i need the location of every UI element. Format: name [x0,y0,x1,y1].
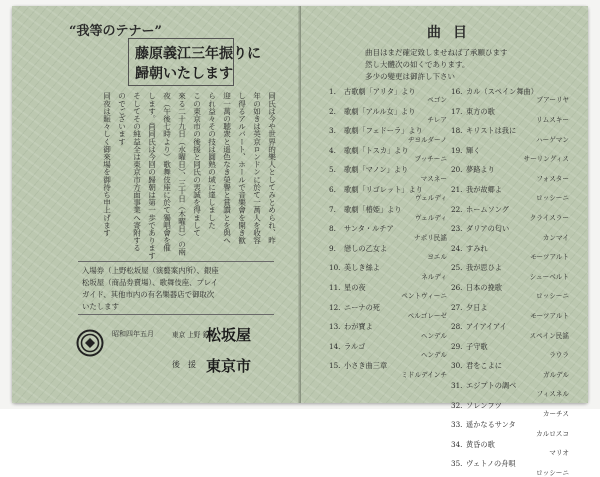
program-item-title: ヴェトノの舟唄 [466,459,516,469]
program-item-number: 19. [451,145,463,155]
right-page [301,6,588,477]
program-item-number: 14. [329,341,341,351]
program-item-title: 遥かなるサンタ [466,420,516,430]
program-item-number: 28. [451,322,463,332]
program-item-number: 21. [451,185,463,194]
program-item-number: 7. [329,204,336,214]
left-page [12,6,300,403]
program-item-title: 戀しの乙女よ [344,243,388,253]
program-item-composer: ロッシーニ [536,194,569,203]
program-item-title: 日本の挽歌 [466,283,502,292]
sponsor-org: 東京市 [206,357,252,375]
program-item-number: 34. [451,439,463,449]
body-column: 同夜は賑々しく御來場を御待ち申上げます [102,92,112,237]
program-item-composer: マリオ [549,449,569,458]
body-column: そしてその純益全は東京市方面事業へ寄附する [132,92,142,252]
program-item-title: 歌劇「椿姫」より [344,204,402,214]
program-item-composer: ヘンデル [420,351,447,360]
program-item-number: 16. [451,87,463,96]
program-item-composer: ヴェルディ [414,213,447,222]
program-item-title: 我が思ひよ [466,263,502,273]
program-item-composer: ラウラ [549,351,569,360]
program-item-composer: チレア [427,115,447,124]
program-item-composer: ペルゴレーゼ [407,311,447,320]
program-item-title: ダリアの匂い [466,224,510,234]
program-item-composer: ヘンデル [420,331,447,340]
title-line: 藤原義江三年振りに [135,46,261,62]
program-item-title: すみれ [466,243,488,253]
title-box [128,38,261,86]
program-item-title: 歌劇「アルル女」より [344,106,416,116]
program-item-title: 歌劇「リゴレット」より [344,185,423,194]
program-item-composer: フォスター [536,174,569,183]
program-item-composer: ペントヴィーニ [401,292,447,301]
program-item-composer: ヨエル [427,253,447,262]
program-item-number: 22. [451,204,463,214]
body-column: 來る二十九日（水曜日）、三十日（木曜日）の兩 [177,92,187,256]
program-item-number: 1. [329,87,336,96]
program-item-number: 4. [329,145,336,155]
program-item-number: 13. [329,322,341,332]
program-item-composer: プッチーニ [414,155,447,164]
ticket-info-line: いたします [82,302,119,311]
program-item-title: エジプトの調べ [466,381,517,390]
program-item-number: 29. [451,341,463,351]
program-item-title: 星の夜 [344,283,366,292]
program-item-title: 子守歌 [466,341,488,351]
program-item-number: 6. [329,185,336,194]
program-item-number: 35. [451,459,463,469]
ticket-info-line: 入場券（上野松坂屋（演藝案内所）、銀座 [82,266,219,275]
program-item-number: 5. [329,165,336,175]
ticket-info-box [78,261,274,315]
program-item-composer: カルロスコ [536,429,569,438]
headline: “我等のテナー” [69,24,162,39]
program-item-composer: スペイン民謠 [529,331,569,340]
program-item-composer: サーリングィス [523,155,569,164]
program-item-composer: リムスキー [536,115,569,124]
program-item-composer: ロッシーニ [536,292,569,301]
program-item-title: 我が故郷よ [466,185,502,194]
program-item-composer: カンマイ [542,233,569,242]
body-column: この東京市の後援と同氏の衷誠を得まして [192,92,202,237]
body-column: のでございます [117,92,127,146]
program-item-number: 33. [451,420,463,430]
program-item-title: 東方の歌 [466,106,495,116]
program-item-title: 美しき絲よ [344,263,380,273]
program-item-number: 25. [451,263,463,273]
body-column: し得るアルバート、ホールで音樂會を開き歓 [237,92,247,244]
program-item-composer: マスネー [420,174,447,183]
program-item-number: 27. [451,302,463,312]
program-item-title: 君をこよに [466,361,502,371]
program-item-number: 15. [329,361,341,371]
program-item-title: わが寶よ [344,322,373,332]
program-item-title: キリストは我に [466,126,517,136]
program-item-title: 歌劇「フェドーラ」より [344,126,423,136]
body-column: 年の如きは英京ロンドンに於て一萬人を收容 [252,92,262,244]
program-item-title: 夕日よ [466,302,488,312]
program-item-title: サンタ・ルチア [344,224,394,234]
program-item-title: カル（スペイン舞曲） [466,87,538,96]
body-column: られ益々その技は圓熟の域に達しました [207,92,217,229]
program-item-composer: ネルディ [421,272,447,281]
program-item-composer: ヴェルディ [414,194,447,203]
program-item-title: アイアイアイ [466,322,507,332]
program-item-number: 30. [451,361,463,371]
program-item-title: 歌劇「マノン」より [344,165,409,175]
program-item-title: ソレンフツ [466,400,502,410]
program-item-number: 9. [329,243,336,253]
body-column: 夜（午後七時より）歌舞伎座に於て獨唱會を催 [162,92,172,252]
ticket-info-line: ガイド、其他市内の有名樂器店で御取次 [82,290,215,299]
store-crest-icon [76,329,104,357]
program-item-number: 32. [451,400,463,410]
program-item-number: 23. [451,224,463,234]
body-column: 迎一萬の聴衆と遥色なき榮譽と賞讃とを與へ [222,92,232,244]
program-intro-line: 曲目はまだ確定致しませねば了承願ひます [365,48,508,57]
program-item-title: 古歌劇「アリタ」より [344,87,416,96]
store-name: 松坂屋 [206,326,252,344]
program-item-composer: フィスネル [536,390,569,399]
program-item-composer: ハーゲマン [536,135,569,144]
program-item-number: 17. [451,106,463,116]
issue-date: 昭和四年五月 [112,330,154,338]
program-item-composer: ミドルデインチ [401,370,447,379]
program-item-number: 8. [329,224,336,234]
program-item-composer: ペゴン [427,96,447,105]
program-item-composer: シューベルト [529,272,569,281]
program-intro-line: 多少の變更は御許し下さい [365,72,455,81]
program-item-title: 夢路より [466,165,495,175]
program-item-title: 歌劇「トスカ」より [344,145,409,155]
program-item-composer: モーツアルト [530,311,569,320]
program-item-composer: ガルデル [542,370,569,379]
program-item-title: ラルゴ [344,341,366,351]
program-item-title: ホームソング [466,204,509,214]
program-item-title: 輝く [466,145,481,155]
program-item-composer: カーチス [542,409,569,418]
program-item-number: 11. [329,283,341,292]
body-column: します。尚同氏は今回の歸朝は第一歩であります [147,92,157,260]
booklet [12,6,588,477]
body-column: 同氏は今や世界的樂人としてみとめられ、昨 [267,92,277,244]
program-item-composer: ナポリ民謠 [414,233,447,242]
program-item-composer: ブアーリヤ [536,96,569,105]
program-item-number: 31. [451,381,463,390]
program-column-2 [451,87,571,477]
program-item-composer: モーツアルト [530,253,569,262]
program-column-1 [329,88,449,398]
program-item-number: 24. [451,243,463,253]
program-item-number: 20. [451,165,463,175]
program-item-number: 2. [329,106,336,116]
program-item-title: ニーナの死 [344,302,380,312]
program-item-composer: クライスラー [529,213,569,222]
title-line: 歸朝いたします [135,66,233,82]
program-item-title: 小さき曲三章 [344,361,388,371]
program-item-composer: ヂヨルダーノ [407,135,447,144]
program-item-number: 3. [329,126,336,136]
program-title: 曲目 [427,25,479,41]
program-item-title: 黄昏の歌 [466,439,495,449]
program-item-number: 12. [329,302,341,312]
store-address: 東京 上野 銀座 [172,331,216,339]
sponsor-role: 後 援 [172,360,196,369]
program-item-number: 10. [329,263,341,273]
program-intro-line: 然し大體次の如くであります。 [365,60,470,69]
program-item-number: 26. [451,283,463,292]
program-item-composer: ロッシーニ [536,468,569,477]
ticket-info-line: 松坂屋（商品券賣場）、歌舞伎座、プレイ [82,278,219,287]
program-item-number: 18. [451,126,463,136]
